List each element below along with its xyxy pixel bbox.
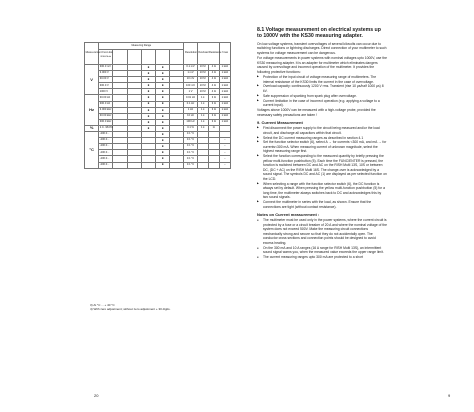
- resolution-cell: 100 mV: [184, 83, 197, 89]
- resolution-cell: 0.01 Hz: [184, 95, 197, 101]
- fmax-cell: 1 kHz: [219, 101, 230, 107]
- fmax-cell: 1 kHz: [219, 95, 230, 101]
- resolution-cell: 1 mV: [184, 71, 197, 77]
- list-item: ▶ First disconnect the power supply to the circuit being measured and/or the load circuit, and discharge all capacitors within that circuit.: [263, 126, 387, 135]
- overload-cell: 10 M: [197, 65, 208, 71]
- range-cell: -200.0...: [99, 132, 113, 138]
- dot-icon: ●: [156, 132, 170, 138]
- range-cell: -200.0...: [99, 162, 113, 168]
- overload-cell: 3 Ω: [208, 95, 219, 101]
- list-item: ▶ Connect the multimeter in series with the load, as shown. Ensure that the connections are tight (without contact resistance).: [263, 200, 387, 209]
- function-cell: %: [85, 125, 99, 131]
- dot-icon: ●: [141, 107, 155, 113]
- header-fmax: f max: [219, 43, 230, 65]
- overload-cell: 4 Ω: [208, 77, 219, 83]
- fmax-cell: –: [219, 162, 230, 168]
- range-cell: 30.00 kHz: [99, 113, 113, 119]
- resolution-cell: 1 V: [184, 89, 197, 95]
- fmax-cell: –: [219, 150, 230, 156]
- range-cell: -200.0...: [99, 150, 113, 156]
- list-item: ▶ Set the function selector switch (6), select A → for currents <300 mA, and mA → for currents<300 mA. When measuring current of unknown magnitude, select the highest measuring range first.: [263, 140, 387, 154]
- resolution-cell: 0.1 mV: [184, 65, 197, 71]
- fmax-cell: 1 kHz: [219, 71, 230, 77]
- dot-icon: ●: [156, 162, 170, 168]
- list-item: ● On the 300 mA and 10 A ranges (16 A range for RISH Multi 13S), an intermittent sound signal warns you, when the measured value exceeds the upper range limit.: [263, 246, 387, 255]
- list-item: ▶ Select the function corresponding to the measured quantity by briefly pressing the yellow multi-function pushbutton (5). Each time the FUNC/ENTER is pressed, the function is switched between DC and AC on the RISH Multi 13S, 10S or between DC, (DC + AC) on the RISH Multi 16S. The change-over is acknowledged by a sound signal. The symbols DC and AC (1) are displayed as per selected function on the LCD.: [263, 154, 387, 181]
- range-cell: 300.0 V: [99, 83, 113, 89]
- dot-icon: ●: [156, 156, 170, 162]
- overload-cell: 1 k: [197, 113, 208, 119]
- dot-icon: ●: [156, 113, 170, 119]
- resolution-cell: 100 Hz: [184, 119, 197, 125]
- fmax-cell: 1 kHz: [219, 83, 230, 89]
- resolution-cell: 0.1 °C: [184, 156, 197, 162]
- table-row: [85, 162, 231, 168]
- range-cell: 30.00 Hz: [99, 95, 113, 101]
- header-resolution: Resolution: [184, 43, 197, 65]
- text-column: [257, 28, 387, 260]
- footnotes: [90, 303, 170, 312]
- current-list: [257, 126, 387, 209]
- resolution-cell: 1 Hz: [184, 107, 197, 113]
- overload-cell: 4 Ω: [208, 83, 219, 89]
- overload-cell: [208, 162, 219, 168]
- list-item: ▶ Select the DC current measuring ranges as described in section 4.1: [263, 136, 387, 141]
- page-number-left: 20: [94, 393, 99, 398]
- dot-icon: ●: [141, 65, 155, 71]
- overload-cell: 1 k: [197, 107, 208, 113]
- notes-title: Notes on Current measurement :: [257, 212, 320, 218]
- range-cell: -200.0...: [99, 156, 113, 162]
- section-title: 8.1 Voltage measurement on electrical systems up to 1000V with the KS30 measuring adapter.: [257, 27, 381, 39]
- dot-icon: ●: [141, 83, 155, 89]
- overload-cell: 10 M: [197, 83, 208, 89]
- empty-cell: [170, 162, 184, 168]
- dot-icon: ●: [141, 113, 155, 119]
- dot-icon: ●: [156, 89, 170, 95]
- dot-icon: ●: [141, 77, 155, 83]
- range-cell: 1000 V: [99, 89, 113, 95]
- dot-icon: ●: [156, 65, 170, 71]
- dot-icon: ●: [141, 119, 155, 125]
- header-range: Measuring Range: [99, 43, 184, 50]
- dot-icon: ●: [141, 71, 155, 77]
- empty-cell: [127, 162, 141, 168]
- fmax-cell: –: [219, 156, 230, 162]
- range-cell: -200.0...: [99, 138, 113, 144]
- spec-table-header: [85, 43, 231, 50]
- current-measurement-title: 9. Current Measurement: [257, 120, 303, 126]
- list-item: ▶ When selecting a range with the function selector switch (6), the DC function is always set by default. When pressing the yellow multi-function pushbutton (5) for a long time, the multimeter always switches back to DC and acknowledges this by two sound signals.: [263, 182, 387, 200]
- dot-icon: ●: [156, 101, 170, 107]
- overload-cell: 3 Ω: [208, 113, 219, 119]
- range-cell: 30.00 V: [99, 77, 113, 83]
- dot-icon: ●: [141, 101, 155, 107]
- overload-cell: 1 k: [197, 101, 208, 107]
- fmax-cell: 1 kHz: [219, 119, 230, 125]
- function-cell: Hz: [85, 95, 99, 125]
- resolution-cell: 0.1 %: [184, 125, 197, 131]
- range-cell: 300.0 mV: [99, 65, 113, 71]
- list-item: ▶ Current limitation in the case of incorrect operation (e.g. applying a voltage to a current input).: [263, 99, 387, 108]
- range-cell: 2.0...98.0%: [99, 125, 113, 131]
- resolution-cell: 0.1 °C: [184, 144, 197, 150]
- fmax-cell: 1 kHz: [219, 107, 230, 113]
- function-cell: V: [85, 65, 99, 95]
- list-item: ● The multimeter must be used only in the power systems, where the current circuit is protected by a fuse or a circuit breaker of 20 A and where the nominal voltage of the system does not exceed 500V. Make the measuring circuit connections mechanically strong and secure so that they do not accidentally open. The conductor cross sections and connection points should be designed to avoid excess heating.: [263, 218, 387, 245]
- overload-cell: 10 M: [197, 89, 208, 95]
- resolution-cell: 0.1 Hz: [184, 101, 197, 107]
- resolution-cell: 0.1 °C: [184, 150, 197, 156]
- header-zoom: RISH Multi: [99, 50, 113, 65]
- dot-icon: ●: [156, 138, 170, 144]
- range-cell: 300.0 Hz: [99, 101, 113, 107]
- dot-icon: ●: [156, 144, 170, 150]
- fmax-cell: 1 kHz: [219, 77, 230, 83]
- header-overload: Overload Resistance: [197, 43, 219, 65]
- dot-icon: ●: [156, 71, 170, 77]
- overload-cell: 10 M: [197, 71, 208, 77]
- protective-list: [257, 75, 387, 108]
- fmax-cell: 1 kHz: [219, 89, 230, 95]
- fmax-cell: –: [219, 144, 230, 150]
- dot-icon: ●: [156, 95, 170, 101]
- notes-list: [257, 218, 387, 259]
- resolution-cell: 10 mV: [184, 77, 197, 83]
- dot-icon: ●: [156, 150, 170, 156]
- overload-cell: 10 M: [197, 77, 208, 83]
- fmax-cell: 1 kHz: [219, 113, 230, 119]
- page-number-right: 9: [448, 393, 451, 398]
- list-item: ▶ Safe suppression of sparking from spark plug after overvoltage.: [263, 94, 387, 99]
- dot-icon: ●: [141, 89, 155, 95]
- outro-paragraph: Voltages above 1000V can be measured with a high-voltage probe, provided the necessary safety precautions are taken !: [257, 108, 376, 117]
- dot-icon: ●: [156, 83, 170, 89]
- list-item: ▶ Overload capacity: continuously 1200 V rms. Transient (rise 10 μs/half 1000 μs) 8 kV.: [263, 84, 387, 93]
- overload-cell: 3 Ω: [208, 119, 219, 125]
- overload-cell: 1 k: [197, 95, 208, 101]
- list-item: ▶ Protection of the input circuit of voltage measuring range of multimeters. The internal resistance of the KS30 limits the current in the case of overvoltage.: [263, 75, 387, 84]
- range-cell: 3.000 kHz: [99, 107, 113, 113]
- header-function: Meas-urement Func-tion: [85, 43, 99, 65]
- footnote: 3) At °C ... + 40 °C: [90, 303, 115, 307]
- dot-icon: ●: [156, 125, 170, 131]
- function-cell: °C: [85, 132, 99, 169]
- range-cell: 3.000 V: [99, 71, 113, 77]
- range-cell: 300.0 kHz: [99, 119, 113, 125]
- resolution-cell: 0.1 °C: [184, 162, 197, 168]
- overload-cell: 1 k: [197, 125, 208, 131]
- overload-cell: 4 Ω: [208, 89, 219, 95]
- overload-cell: 3 Ω: [208, 101, 219, 107]
- overload-cell: 4 Ω: [208, 71, 219, 77]
- dot-icon: ●: [141, 95, 155, 101]
- dot-icon: ●: [156, 119, 170, 125]
- resolution-cell: 0.1 °C: [184, 138, 197, 144]
- overload-cell: Ω: [208, 125, 219, 131]
- overload-cell: 3 Ω: [208, 107, 219, 113]
- empty-cell: [141, 162, 155, 168]
- overload-cell: 4 Ω: [208, 65, 219, 71]
- dot-icon: ●: [156, 107, 170, 113]
- dot-icon: ●: [141, 125, 155, 131]
- intro-paragraph: For voltage measurements in power systems with nominal voltages upto 1000V, use the KS30 measuring adapter. It is an adapter for multimeter which eliminates dangers caused by overvoltage and incorrect operation of the multimeter. It provides the following protective functions:: [257, 56, 387, 74]
- range-cell: -200.0...: [99, 144, 113, 150]
- resolution-cell: 10 Hz: [184, 113, 197, 119]
- fmax-cell: 1 kHz: [219, 65, 230, 71]
- footnote: 4) With zero adjustment; without zero adjustment + 30 digits.: [90, 307, 171, 312]
- dot-icon: ●: [156, 77, 170, 83]
- empty-cell: [113, 162, 127, 168]
- fmax-cell: –: [219, 138, 230, 144]
- overload-cell: 1 k: [197, 119, 208, 125]
- list-item: ● The current measuring ranges upto 300 mA are protected to a short: [263, 255, 387, 260]
- resolution-cell: 0.1 °C: [184, 132, 197, 138]
- overload-cell: [197, 162, 208, 168]
- spec-table: [84, 42, 231, 169]
- intro-paragraph: On low-voltage systems, transient overvoltages of several kilovolts can occur due to switching functions or lightning discharges. Direct connection of your multimeter to such systems for voltage measurement can be dangerous.: [257, 41, 387, 55]
